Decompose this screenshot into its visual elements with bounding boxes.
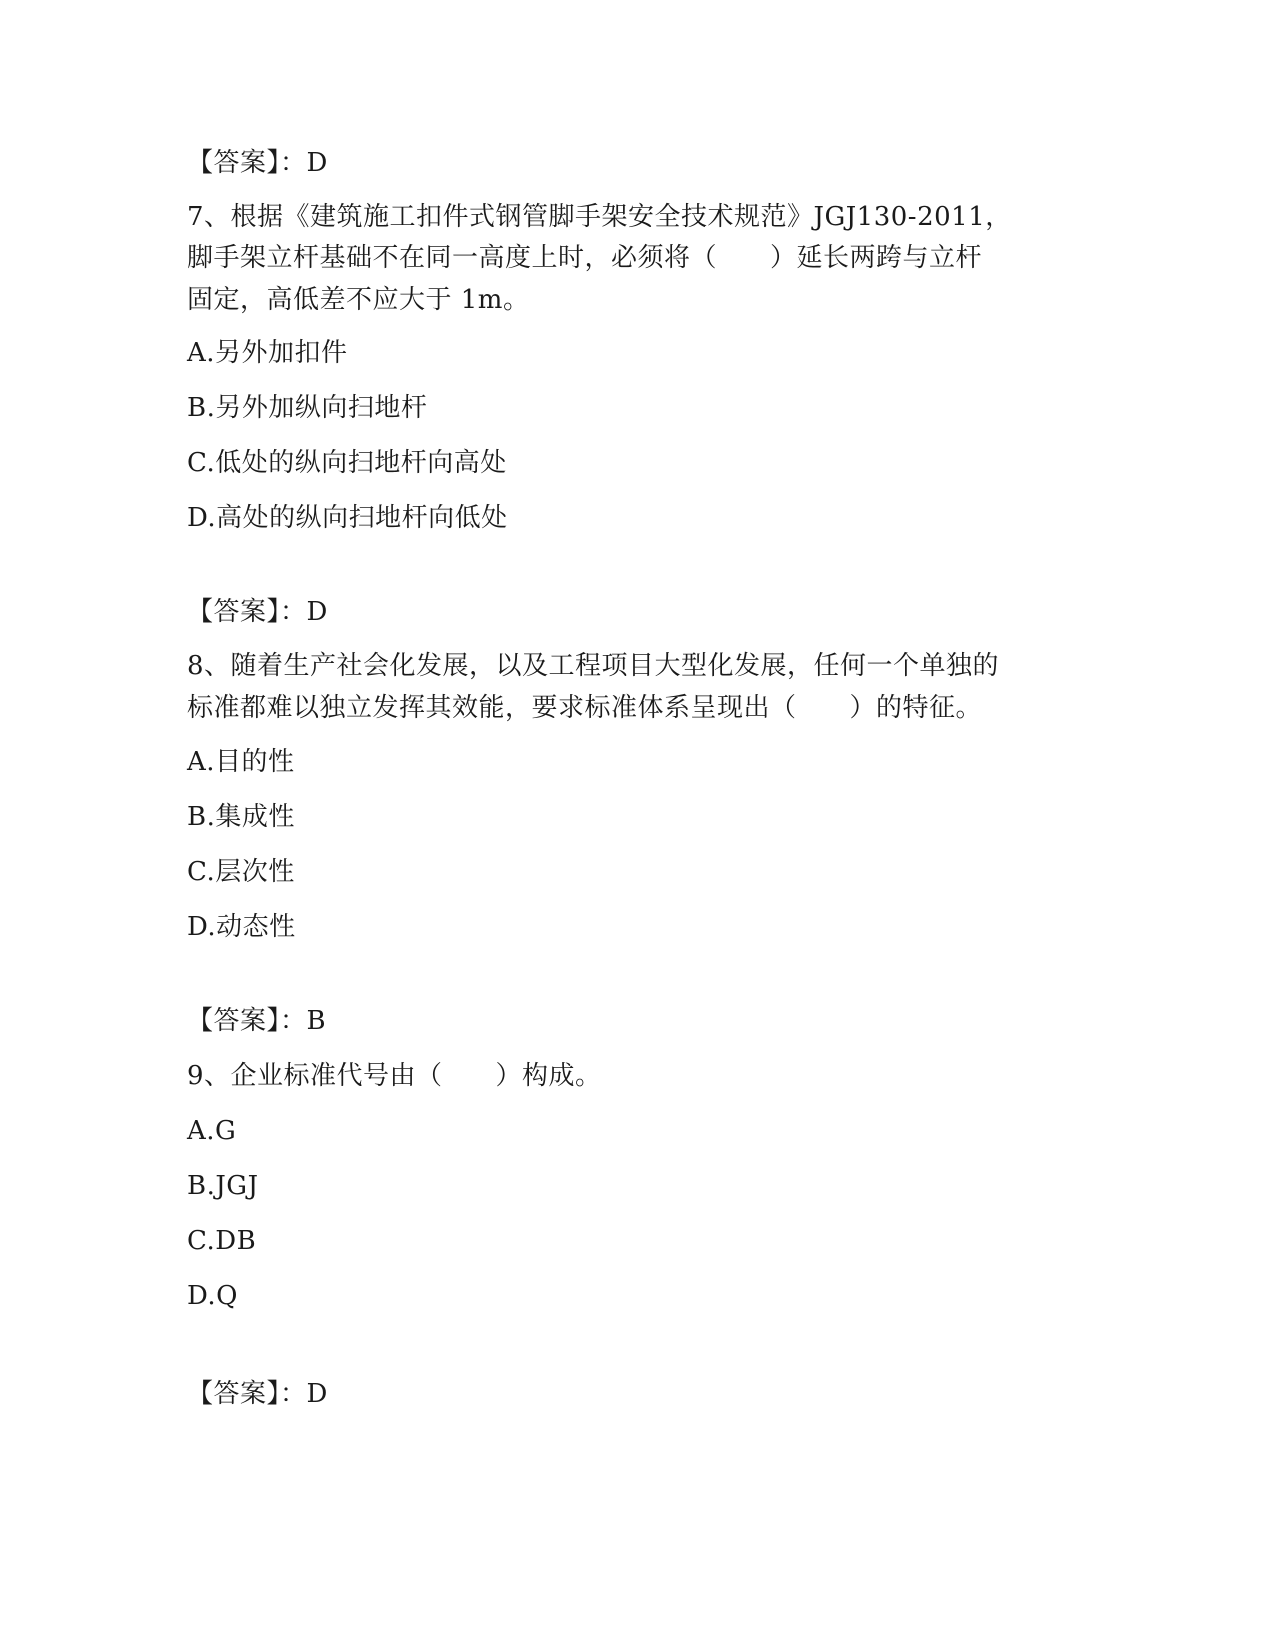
question-9-option-d: D.Q bbox=[187, 1281, 238, 1311]
question-7-option-b: B.另外加纵向扫地杆 bbox=[187, 393, 428, 423]
question-9-option-b: B.JGJ bbox=[187, 1171, 259, 1201]
question-7-option-c: C.低处的纵向扫地杆向高处 bbox=[187, 448, 507, 478]
question-7-option-d: D.高处的纵向扫地杆向低处 bbox=[187, 503, 508, 533]
question-7-answer: 【答案】：D bbox=[187, 597, 328, 627]
question-9-option-a: A.G bbox=[187, 1116, 237, 1146]
answer-prev: 【答案】：D bbox=[187, 148, 328, 178]
question-9-answer: 【答案】：D bbox=[187, 1379, 328, 1409]
question-7-option-a: A.另外加扣件 bbox=[187, 338, 348, 368]
question-8-line-2: 标准都难以独立发挥其效能，要求标准体系呈现出（ ）的特征。 bbox=[187, 693, 983, 723]
question-9-line-1: 9、企业标准代号由（ ）构成。 bbox=[187, 1061, 602, 1091]
question-8-option-d: D.动态性 bbox=[187, 912, 296, 942]
question-8-answer: 【答案】：B bbox=[187, 1006, 327, 1036]
question-8-option-a: A.目的性 bbox=[187, 747, 295, 777]
question-8-line-1: 8、随着生产社会化发展，以及工程项目大型化发展，任何一个单独的 bbox=[187, 651, 1000, 681]
question-7-line-3: 固定，高低差不应大于 1m。 bbox=[187, 285, 530, 315]
question-9-option-c: C.DB bbox=[187, 1226, 257, 1256]
question-7-line-1: 7、根据《建筑施工扣件式钢管脚手架安全技术规范》JGJ130-2011， bbox=[187, 202, 1012, 232]
question-8-option-b: B.集成性 bbox=[187, 802, 295, 832]
question-7-line-2: 脚手架立杆基础不在同一高度上时，必须将（ ）延长两跨与立杆 bbox=[187, 243, 983, 273]
question-8-option-c: C.层次性 bbox=[187, 857, 295, 887]
